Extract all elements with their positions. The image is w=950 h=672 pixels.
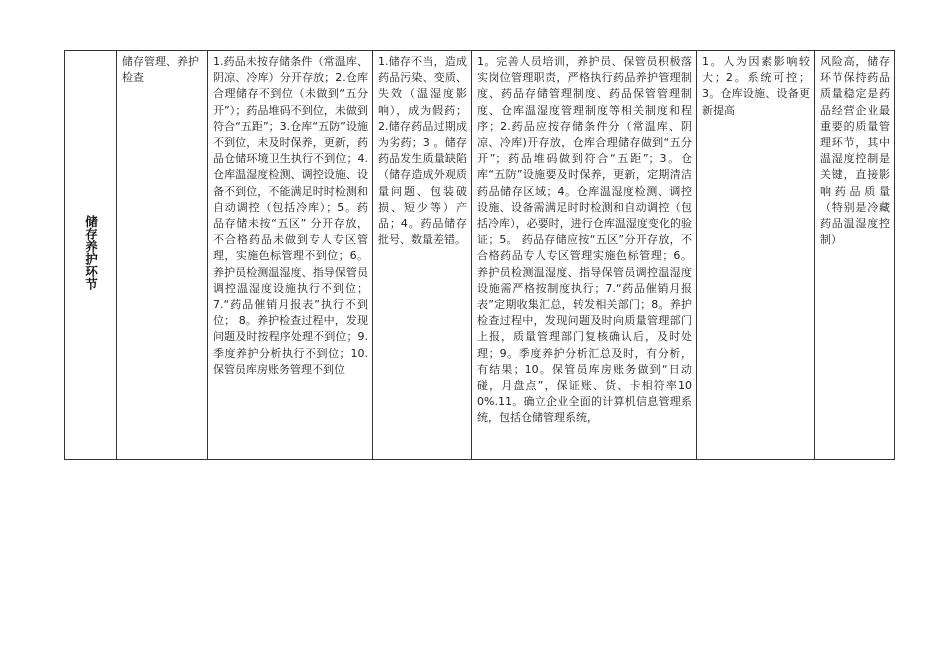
risk-points-cell: 1.药品未按存储条件（常温库、阴凉、冷库）分开存放；2.仓库合理储存不到位（未做到“五分开”）；药品堆码不到位，未做到符合“五距”；3.仓库“五防”设施不到位，未及时保养，更新，药品仓储环境卫生执行不到位；4.仓库温湿度检测、调控设施、设备不到位，不能满足时时检测和自动调控（包括冷库）；5。药品存储未按“五区” 分开存放，不合格药品未做到专人专区管理，实施色标管理不到位；6。养护员检测温湿度、指导保管员调控温湿度设施执行不到位；7.“药品催销月报表”执行不到位； 8。养护检查过程中，发现问题及时按程序处理不到位；9.季度养护分析执行不到位；10.保管员库房账务管理不到位 xyxy=(208,51,373,460)
sub-process-cell: 储存管理、养护检查 xyxy=(117,51,208,460)
assessment-cell: 风险高，储存环节保持药品质量稳定是药品经营企业最重要的质量管理环节，其中温湿度控制是关键，直接影响药品质量（特别是冷藏药品温湿度控制） xyxy=(815,51,895,460)
stage-label: 储存养护环节 xyxy=(83,214,99,290)
risk-control-table xyxy=(64,50,895,460)
consequences-cell: 1.储存不当，造成药品污染、变质、失效（温湿度影响），成为假药；2.储存药品过期成为劣药；3 。储存药品发生质量缺陷（储存造成外观质量问题、包装破损、短少等）产品；4。药品储存批号、数量差错。 xyxy=(373,51,472,460)
control-measures-cell: 1。完善人员培训，养护员、保管员积极落实岗位管理职责，严格执行药品养护管理制度、药品存储管理制度、药品保管管理制度、仓库温湿度管理制度等相关制度和程序；2.药品应按存储条件分（常温库、阴凉、冷库)开存放，仓库合理储存做到“五分开”；药品堆码做到符合“五距”；3。仓库“五防”设施要及时保养，更新，定期清洁药品储存区域；4。仓库温湿度检测、调控设施、设备需满足时时检测和自动调控（包括冷库），必要时，进行仓库温湿度变化的验证；5。 药品存储应按“五区”分开存放，不合格药品专人专区管理实施色标管理；6。养护员检测温湿度、指导保管员调控温湿度设施需严格按制度执行；7.“药品催销月报表”定期收集汇总，转发相关部门；8。养护检查过程中，发现问题及时向质量管理部门上报，质量管理部门复核确认后，及时处理；9。季度养护分析汇总及时，有分析，有结果；10。保管员库房账务做到“日动碰，月盘点”，保证账、货、卡相符率100%.11。确立企业全面的计算机信息管理系统，包括仓储管理系统， xyxy=(472,51,697,460)
risk-factors-cell: 1。人为因素影响较大；2。系统可控；3。仓库设施、设备更新提高 xyxy=(697,51,815,460)
stage-cell xyxy=(65,51,117,460)
table-row xyxy=(65,51,895,460)
